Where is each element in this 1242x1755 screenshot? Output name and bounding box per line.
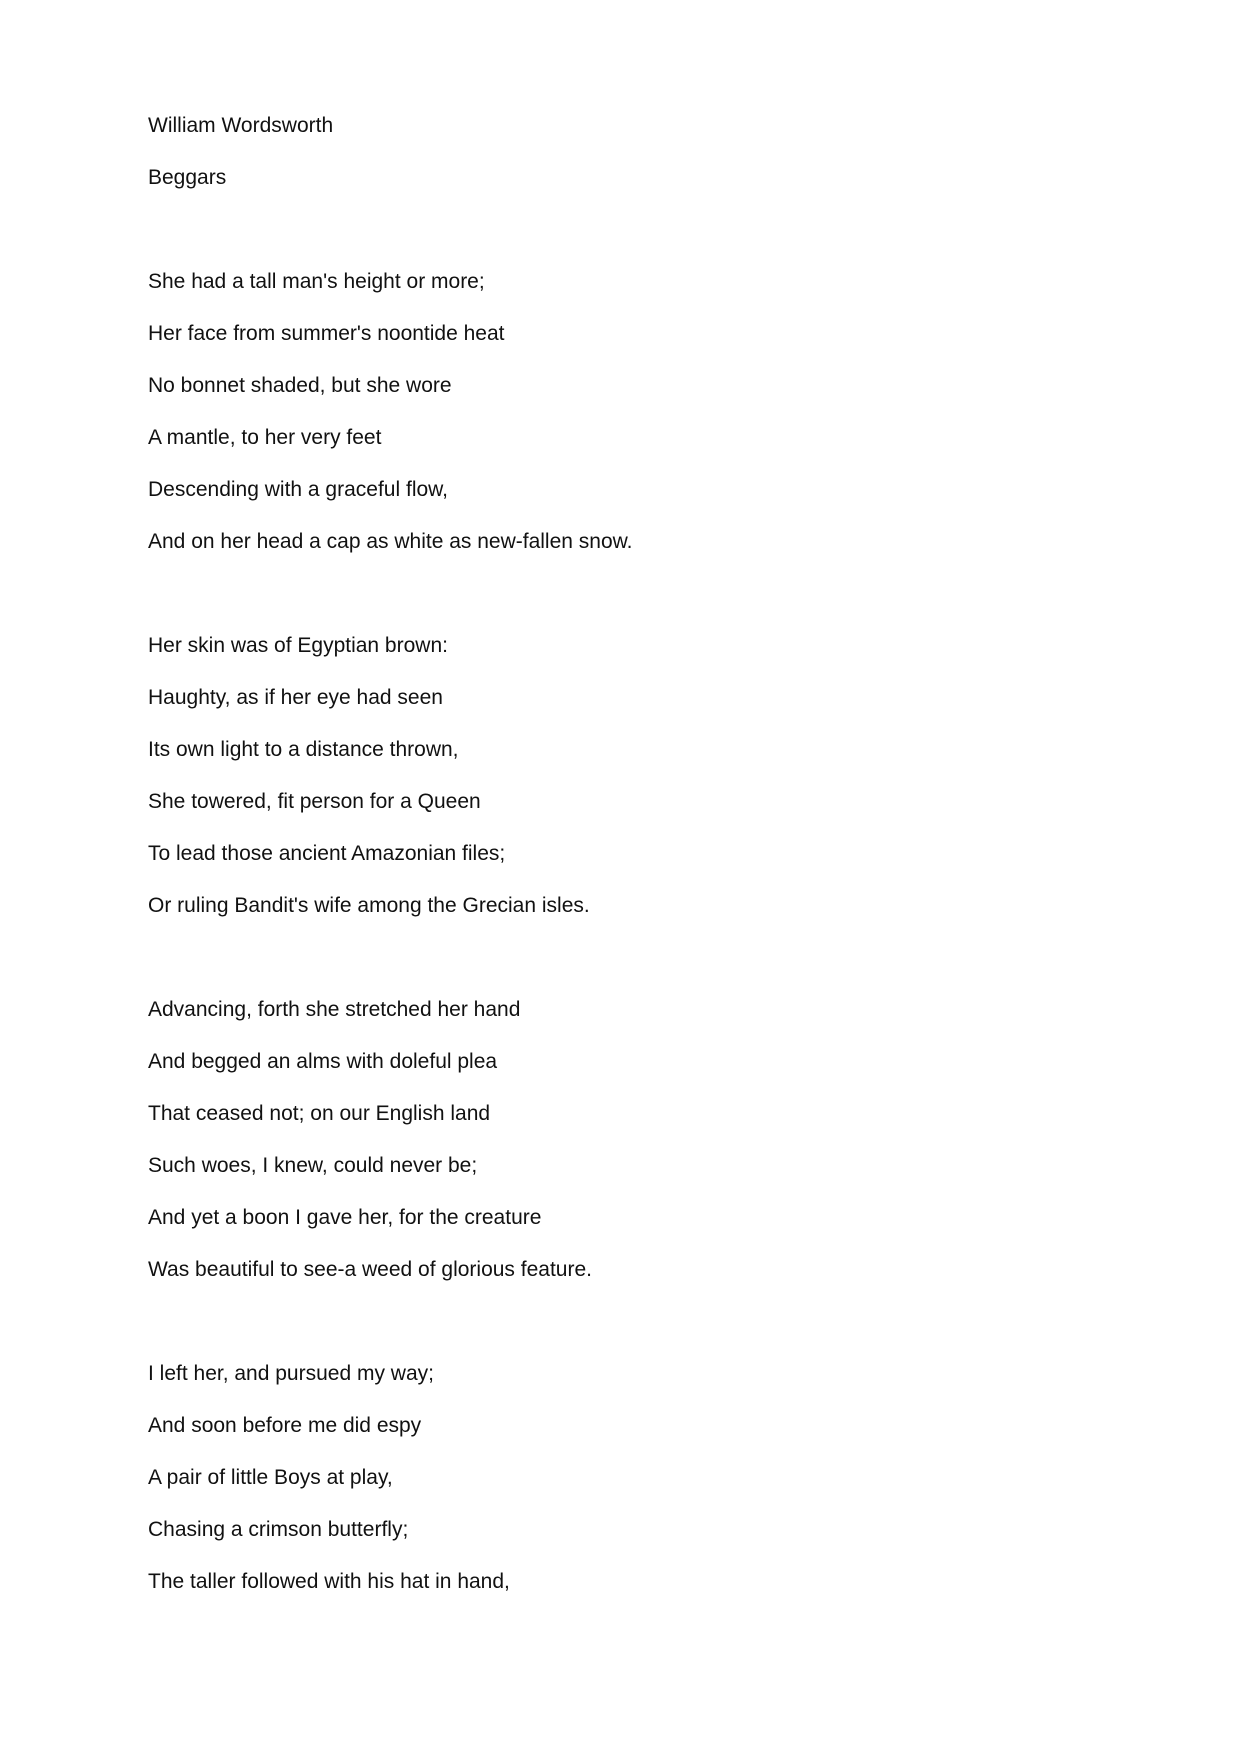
poem-line: Chasing a crimson butterfly; xyxy=(148,1518,409,1541)
poem-line: And on her head a cap as white as new-fallen snow. xyxy=(148,530,633,553)
poem-line: A pair of little Boys at play, xyxy=(148,1466,393,1489)
stanza-3 xyxy=(148,992,1148,1304)
stanza-2 xyxy=(148,628,1148,940)
poem-author: William Wordsworth xyxy=(148,114,334,137)
poem-line: Haughty, as if her eye had seen xyxy=(148,686,443,709)
poem-line: To lead those ancient Amazonian files; xyxy=(148,842,506,865)
spacer xyxy=(148,576,1148,628)
poem-line: Its own light to a distance thrown, xyxy=(148,738,459,761)
poem-line: Or ruling Bandit's wife among the Grecian isles. xyxy=(148,894,590,917)
poem-line: She had a tall man's height or more; xyxy=(148,270,485,293)
spacer xyxy=(148,940,1148,992)
poem-line: Descending with a graceful flow, xyxy=(148,478,448,501)
poem-line: Her skin was of Egyptian brown: xyxy=(148,634,448,657)
spacer xyxy=(148,1304,1148,1356)
spacer xyxy=(148,212,1148,264)
poem-body xyxy=(148,108,1148,1616)
poem-line: Such woes, I knew, could never be; xyxy=(148,1154,478,1177)
poem-line: The taller followed with his hat in hand, xyxy=(148,1570,510,1593)
poem-line: That ceased not; on our English land xyxy=(148,1102,491,1125)
poem-line: And yet a boon I gave her, for the creature xyxy=(148,1206,542,1229)
poem-title: Beggars xyxy=(148,166,227,189)
poem-line: Advancing, forth she stretched her hand xyxy=(148,998,521,1021)
poem-line: A mantle, to her very feet xyxy=(148,426,382,449)
poem-line: Was beautiful to see-a weed of glorious feature. xyxy=(148,1258,592,1281)
poem-line: And soon before me did espy xyxy=(148,1414,422,1437)
poem-line: Her face from summer's noontide heat xyxy=(148,322,505,345)
stanza-1 xyxy=(148,264,1148,576)
poem-line: I left her, and pursued my way; xyxy=(148,1362,434,1385)
poem-line: No bonnet shaded, but she wore xyxy=(148,374,452,397)
poem-line: She towered, fit person for a Queen xyxy=(148,790,481,813)
stanza-4 xyxy=(148,1356,1148,1616)
poem-line: And begged an alms with doleful plea xyxy=(148,1050,498,1073)
